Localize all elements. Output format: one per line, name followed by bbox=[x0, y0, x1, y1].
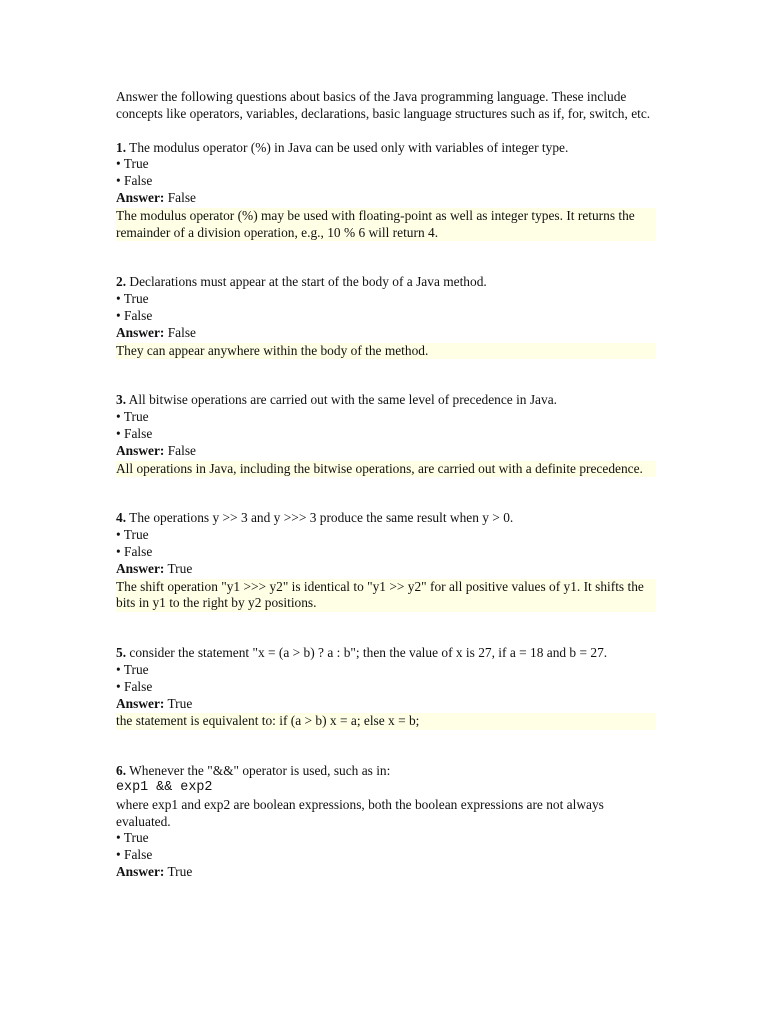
question-number: 5. bbox=[116, 645, 127, 661]
question-3 bbox=[116, 392, 656, 477]
answer-value: True bbox=[167, 695, 193, 711]
question-body: The operations y >> 3 and y >>> 3 produce the same result when y > 0. bbox=[129, 510, 514, 526]
option-false: • False bbox=[116, 307, 153, 323]
question-1 bbox=[116, 140, 656, 242]
option-true: • True bbox=[116, 291, 149, 307]
intro-paragraph: Answer the following questions about basics of the Java programming language. These include concepts like operators, variables, declarations, basic language structures such as if, for, switch, etc. bbox=[116, 89, 651, 121]
question-text bbox=[116, 274, 656, 291]
option-true: • True bbox=[116, 409, 149, 425]
option-true: • True bbox=[116, 661, 149, 677]
answer-label: Answer: bbox=[116, 324, 165, 340]
option-true: • True bbox=[116, 830, 149, 846]
answer-label: Answer: bbox=[116, 695, 165, 711]
answer-explanation: They can appear anywhere within the body of the method. bbox=[116, 343, 656, 360]
answer-value: True bbox=[167, 863, 193, 879]
question-body: consider the statement "x = (a > b) ? a : b"; then the value of x is 27, if a = 18 and b = 27. bbox=[129, 645, 608, 661]
answer-explanation: The shift operation "y1 >>> y2" is identical to "y1 >> y2" for all positive values of y1. It shifts the bits in y1 to the right by y2 positions. bbox=[116, 579, 656, 613]
question-number: 1. bbox=[116, 139, 127, 155]
question-4 bbox=[116, 510, 656, 612]
answer-value: True bbox=[167, 560, 193, 576]
answer-value: False bbox=[167, 189, 196, 205]
question-2 bbox=[116, 274, 656, 359]
question-text bbox=[116, 763, 656, 780]
option-false: • False bbox=[116, 543, 153, 559]
answer-line bbox=[116, 864, 656, 881]
question-number: 3. bbox=[116, 392, 127, 408]
code-snippet: exp1 && exp2 bbox=[116, 779, 213, 795]
answer-explanation: All operations in Java, including the bitwise operations, are carried out with a definite precedence. bbox=[116, 461, 656, 478]
question-text bbox=[116, 510, 656, 527]
question-number: 4. bbox=[116, 510, 127, 526]
option-false: • False bbox=[116, 847, 153, 863]
question-5 bbox=[116, 645, 656, 730]
answer-explanation: the statement is equivalent to: if (a > b) x = a; else x = b; bbox=[116, 713, 656, 730]
option-false: • False bbox=[116, 425, 153, 441]
question-body: Declarations must appear at the start of the body of a Java method. bbox=[129, 274, 487, 290]
answer-line bbox=[116, 561, 656, 578]
option-false: • False bbox=[116, 678, 153, 694]
answer-label: Answer: bbox=[116, 863, 165, 879]
answer-line bbox=[116, 325, 656, 342]
question-text bbox=[116, 140, 656, 157]
answer-label: Answer: bbox=[116, 442, 165, 458]
answer-value: False bbox=[167, 442, 196, 458]
question-body: Whenever the "&&" operator is used, such as in: bbox=[129, 763, 391, 779]
question-number: 6. bbox=[116, 763, 127, 779]
question-text bbox=[116, 392, 656, 409]
question-text bbox=[116, 645, 656, 662]
answer-explanation: The modulus operator (%) may be used with floating-point as well as integer types. It returns the remainder of a division operation, e.g., 10 % 6 will return 4. bbox=[116, 208, 656, 242]
question-body: All bitwise operations are carried out with the same level of precedence in Java. bbox=[128, 392, 557, 408]
option-true: • True bbox=[116, 156, 149, 172]
question-number: 2. bbox=[116, 274, 127, 290]
question-body: The modulus operator (%) in Java can be used only with variables of integer type. bbox=[129, 139, 569, 155]
answer-label: Answer: bbox=[116, 560, 165, 576]
answer-label: Answer: bbox=[116, 189, 165, 205]
answer-line bbox=[116, 696, 656, 713]
question-text-continued: where exp1 and exp2 are boolean expressions, both the boolean expressions are not always evaluated. bbox=[116, 796, 604, 829]
answer-line bbox=[116, 190, 656, 207]
answer-value: False bbox=[167, 324, 196, 340]
question-6 bbox=[116, 763, 656, 881]
answer-line bbox=[116, 443, 656, 460]
document-page bbox=[116, 89, 656, 881]
option-true: • True bbox=[116, 527, 149, 543]
option-false: • False bbox=[116, 173, 153, 189]
